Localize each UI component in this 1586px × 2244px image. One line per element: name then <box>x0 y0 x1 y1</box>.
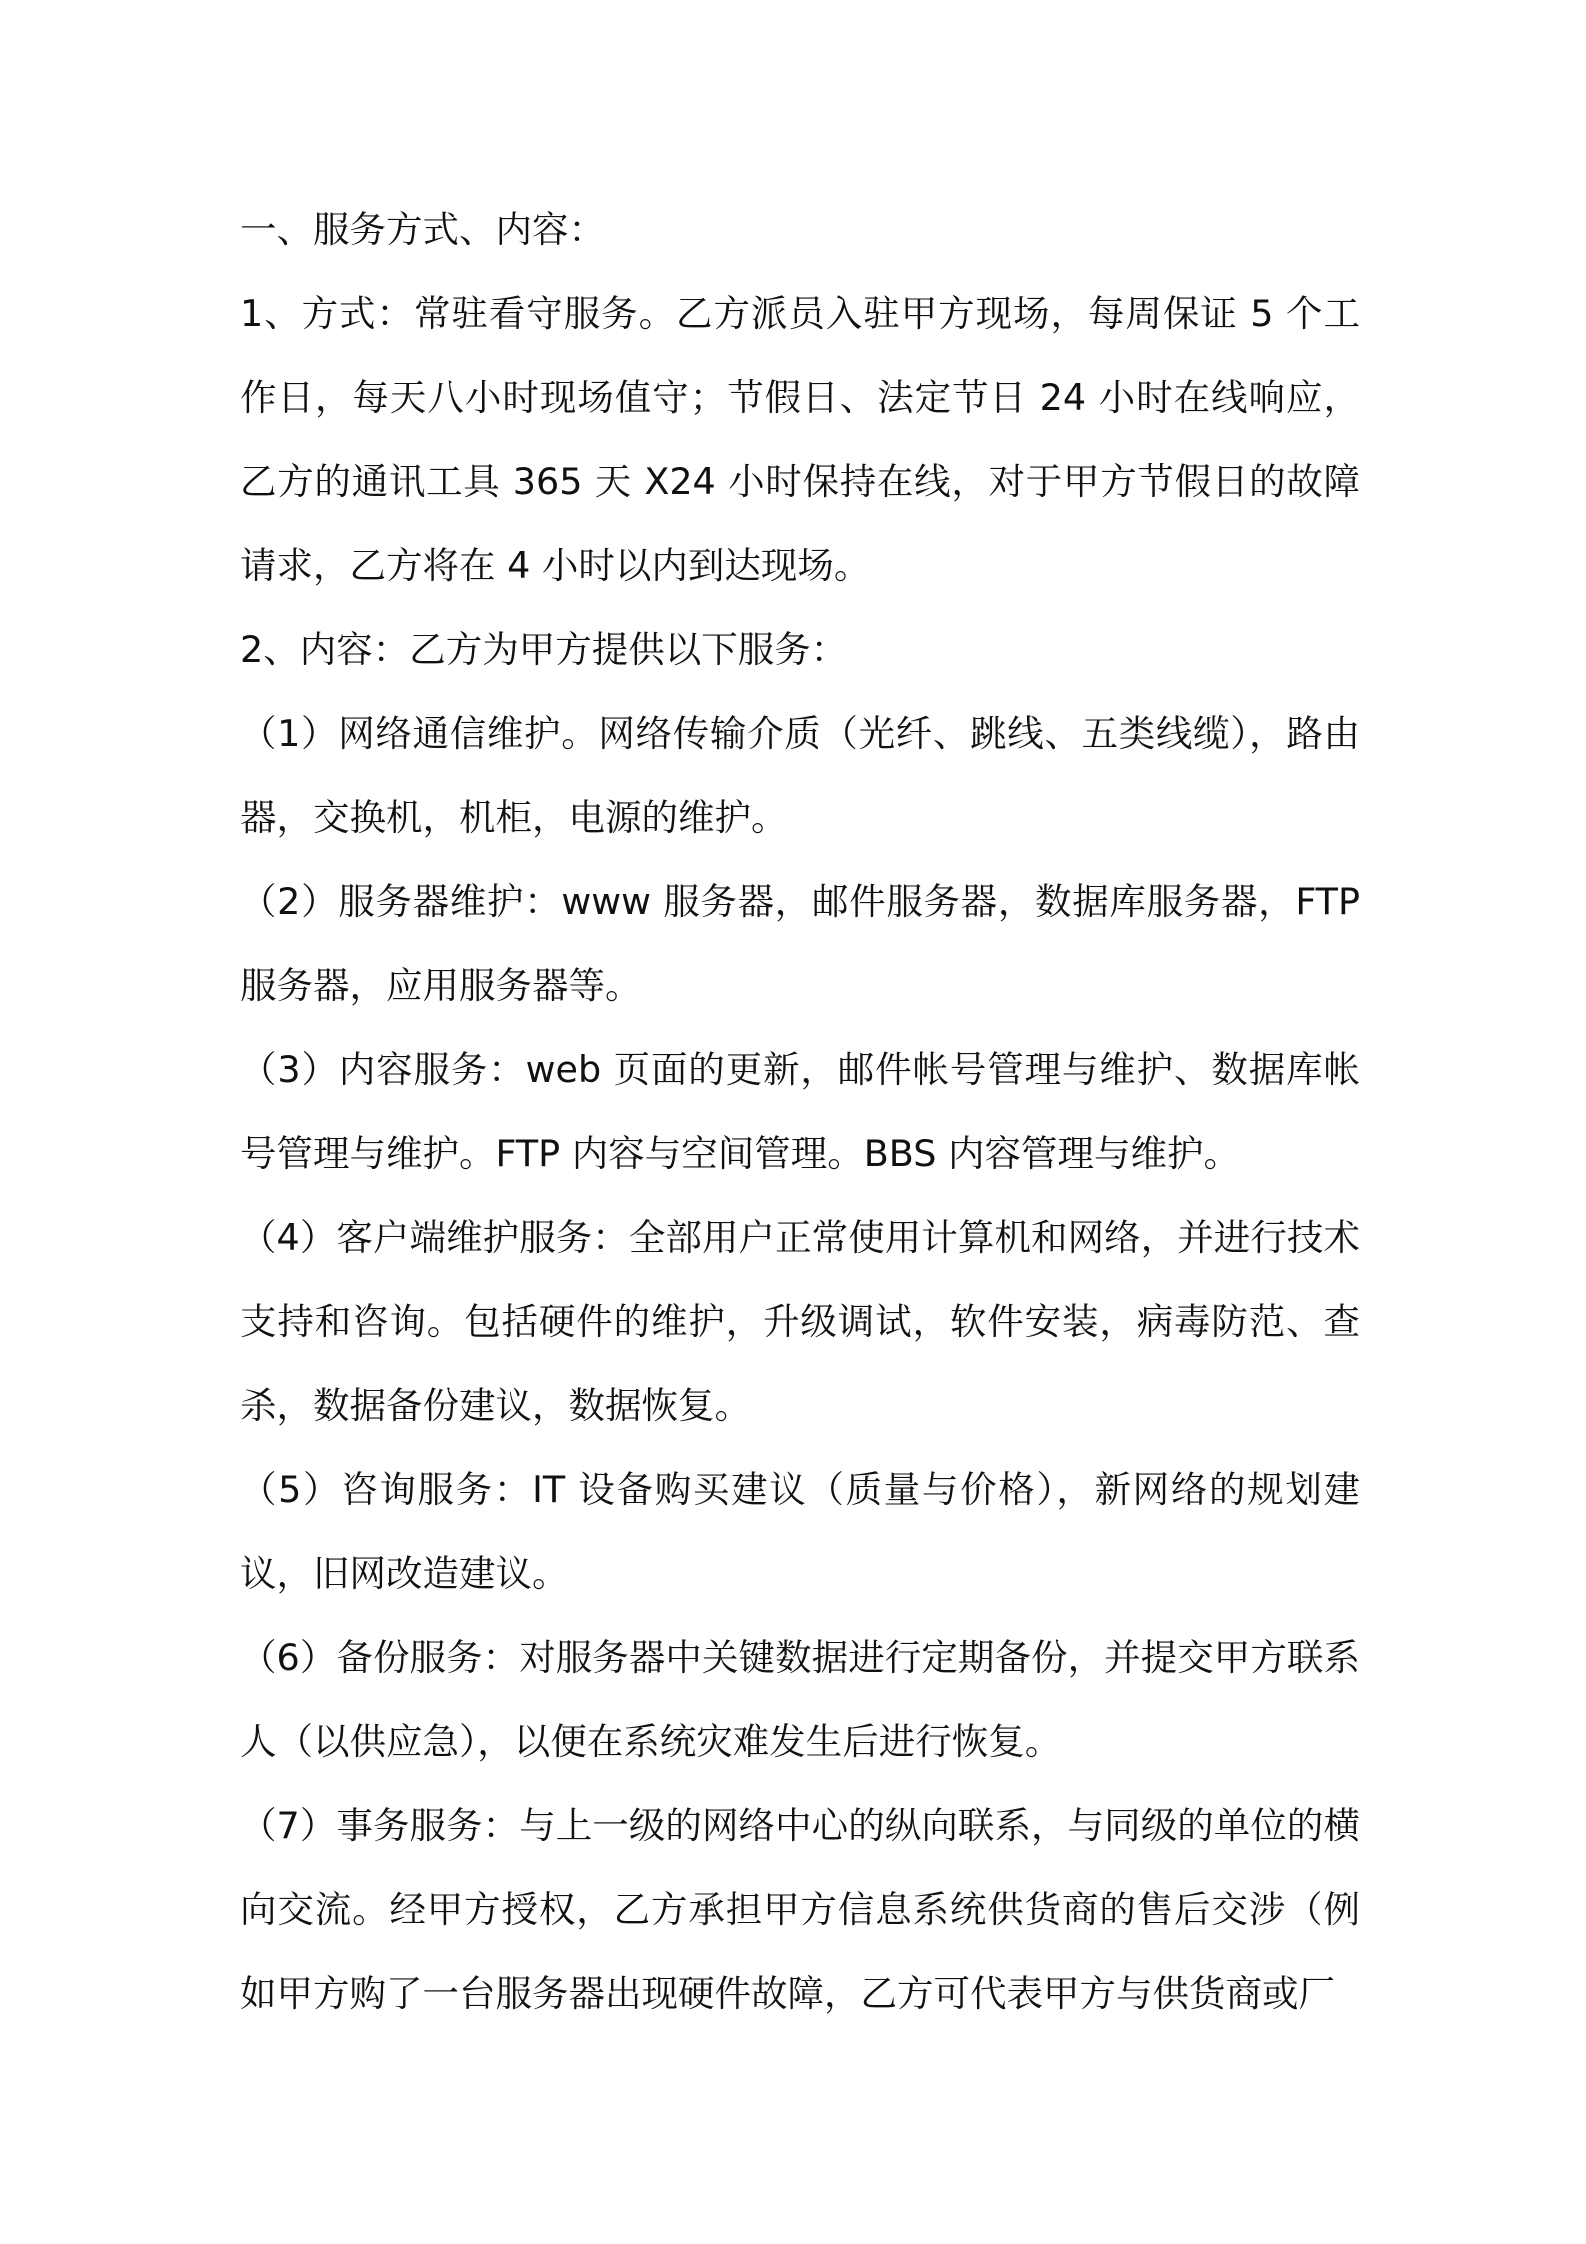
section-2-paragraph: 2、内容：乙方为甲方提供以下服务： <box>240 628 848 671</box>
item-content-service: （3）内容服务：web 页面的更新，邮件帐号管理与维护、数据库帐号管理与维护。FTP 内容与空间管理。BBS 内容管理与维护。 <box>240 1048 1360 1175</box>
item-affairs-service: （7）事务服务：与上一级的网络中心的纵向联系，与同级的单位的横向交流。经甲方授权，乙方承担甲方信息系统供货商的售后交涉（例如甲方购了一台服务器出现硬件故障，乙方可代表甲方与供货商或厂 <box>240 1804 1360 2015</box>
item-consulting-service: （5）咨询服务：IT 设备购买建议（质量与价格），新网络的规划建议，旧网改造建议。 <box>240 1468 1360 1595</box>
item-backup-service: （6）备份服务：对服务器中关键数据进行定期备份，并提交甲方联系人（以供应急），以便在系统灾难发生后进行恢复。 <box>240 1636 1360 1763</box>
section-heading: 一、服务方式、内容： <box>240 208 605 251</box>
item-client-service: （4）客户端维护服务：全部用户正常使用计算机和网络，并进行技术支持和咨询。包括硬件的维护，升级调试，软件安装，病毒防范、查杀，数据备份建议，数据恢复。 <box>240 1216 1360 1427</box>
section-1-paragraph: 1、方式：常驻看守服务。乙方派员入驻甲方现场，每周保证 5 个工作日，每天八小时现场值守；节假日、法定节日 24 小时在线响应，乙方的通讯工具 365 天 X24 小时保持在线，对于甲方节假日的故障请求，乙方将在 4 小时以内到达现场。 <box>240 292 1360 587</box>
document-body <box>240 188 1360 2036</box>
item-server-maintenance: （2）服务器维护：www 服务器，邮件服务器，数据库服务器，FTP 服务器，应用服务器等。 <box>240 880 1360 1007</box>
item-network-maintenance: （1）网络通信维护。网络传输介质（光纤、跳线、五类线缆），路由器，交换机，机柜，电源的维护。 <box>240 712 1360 839</box>
